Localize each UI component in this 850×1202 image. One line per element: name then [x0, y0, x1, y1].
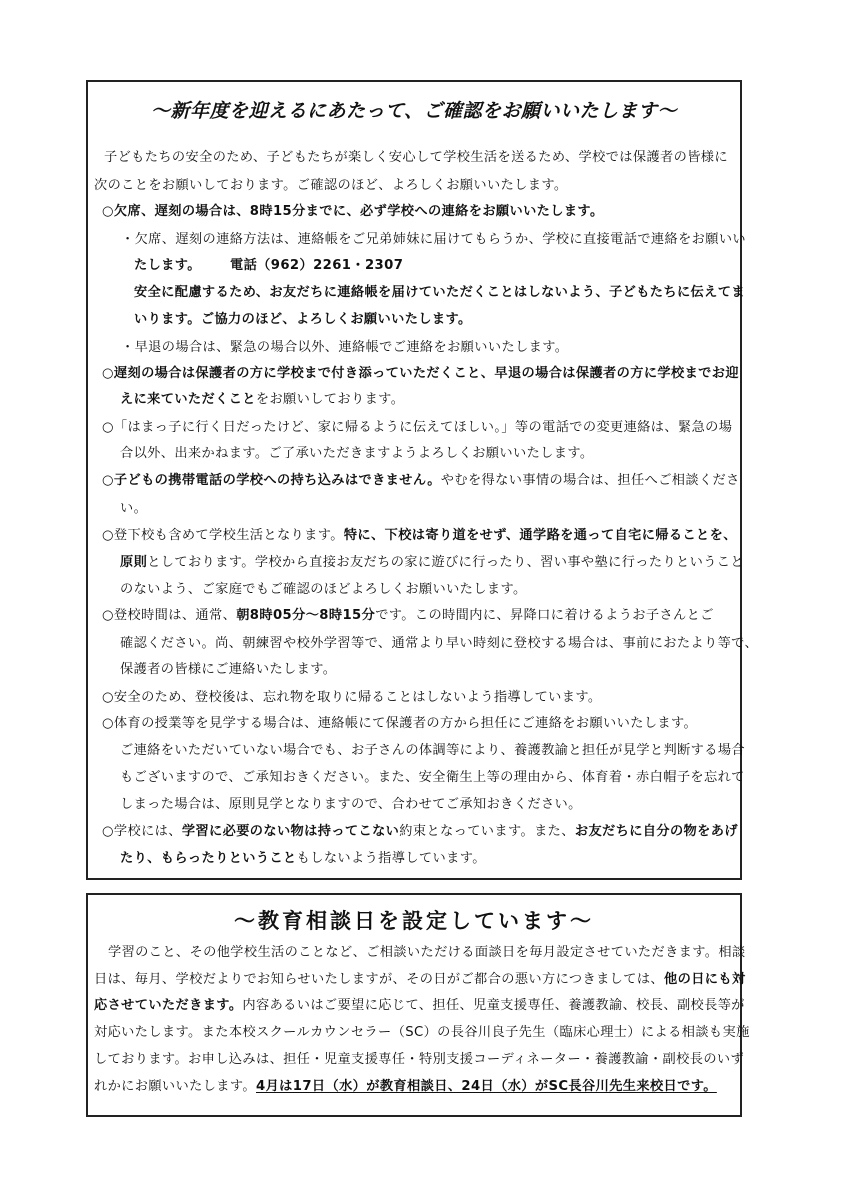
notice-panel: [86, 80, 759, 880]
escort-line-1: ○遅刻の場合は保護者の方に学校まで付き添っていただくこと、早退の場合は保護者の方に学校までお迎: [102, 366, 739, 381]
early-leave-note: ・早退の場合は、緊急の場合以外、連絡帳でご連絡をお願いいたします。: [121, 340, 569, 355]
consult-line-6: れかにお願いいたします。4月は17日（水）が教育相談日、24日（水）がSC長谷川先生来校日です。: [94, 1079, 717, 1094]
belongings-line-2: たり、もらったりということもしないよう指導しています。: [120, 851, 486, 866]
forgotten-items-note: ○安全のため、登校後は、忘れ物を取りに帰ることはしないよう指導しています。: [102, 690, 602, 705]
pe-line-2: ご連絡をいただいていない場合でも、お子さんの体調等により、養護教諭と担任が見学と判断する場合: [120, 743, 746, 758]
consultation-panel: [86, 893, 750, 1117]
mobile-phone-line-2: い。: [120, 501, 148, 516]
consult-line-1: 学習のこと、その他学校生活のことなど、ご相談いただける面談日を毎月設定させていただきます。相談: [108, 945, 746, 960]
safety-note-line-1: 安全に配慮するため、お友だちに連絡帳を届けていただくことはしないよう、子どもたちに伝えてま: [134, 285, 745, 300]
consult-line-4: 対応いたします。また本校スクールカウンセラー（SC）の長谷川良子先生（臨床心理士）による相談も実施: [94, 1025, 750, 1040]
consultation-dates: 4月は17日（水）が教育相談日、24日（水）がSC長谷川先生来校日です。: [256, 1079, 717, 1094]
absence-method-line-1: ・欠席、遅刻の連絡方法は、連絡帳をご兄弟姉妹に届けてもらうか、学校に直接電話で連絡をお願いい: [121, 232, 747, 247]
intro-line-2: 次のことをお願いしております。ご確認のほど、よろしくお願いいたします。: [94, 178, 568, 193]
pe-line-1: ○体育の授業等を見学する場合は、連絡帳にて保護者の方から担任にご連絡をお願いいたします。: [102, 716, 698, 731]
phone-change-line-1: ○「はまっ子に行く日だったけど、家に帰るように伝えてほしい。」等の電話での変更連絡は、緊急の場: [102, 420, 733, 435]
consult-line-2: 日は、毎月、学校だよりでお知らせいたしますが、その日がご都合の悪い方につきましては、他の日にも対: [94, 972, 746, 987]
consult-line-3: 応させていただきます。内容あるいはご要望に応じて、担任、児童支援専任、養護教諭、校長、副校長等が: [94, 998, 745, 1013]
pe-line-4: しまった場合は、原則見学となりますので、合わせてご承知おきください。: [120, 797, 582, 812]
consult-line-5: しております。お申し込みは、担任・児童支援専任・特別支援コーディネーター・養護教諭・副校長のいず: [94, 1052, 745, 1067]
safety-note-line-2: いります。ご協力のほど、よろしくお願いいたします。: [134, 312, 472, 327]
consultation-title: 〜教育相談日を設定しています〜: [234, 909, 594, 933]
absence-heading: ○欠席、遅刻の場合は、8時15分までに、必ず学校への連絡をお願いいたします。: [102, 204, 604, 219]
arrival-line-3: 保護者の皆様にご連絡いたします。: [120, 662, 337, 677]
phone-change-line-2: 合以外、出来かねます。ご了承いただきますようよろしくお願いいたします。: [120, 446, 594, 461]
absence-method-line-2: たします。: [134, 258, 201, 273]
notice-title: 〜新年度を迎えるにあたって、ご確認をお願いいたします〜: [150, 100, 678, 122]
mobile-phone-line-1: ○子どもの携帯電話の学校への持ち込みはできません。やむを得ない事情の場合は、担任へご相談くださ: [102, 473, 740, 488]
arrival-line-1: ○登校時間は、通常、朝8時05分〜8時15分です。この時間内に、昇降口に着けるようお子さんとご: [102, 608, 714, 623]
pe-line-3: もございますので、ご承知おきください。また、安全衛生上等の理由から、体育着・赤白帽子を忘れて: [120, 770, 745, 785]
commute-line-3: のないよう、ご家庭でもご確認のほどよろしくお願いいたします。: [120, 582, 527, 597]
intro-line-1: 子どもたちの安全のため、子どもたちが楽しく安心して学校生活を送るため、学校では保護者の皆様に: [104, 150, 728, 165]
arrival-line-2: 確認ください。尚、朝練習や校外学習等で、通常より早い時刻に登校する場合は、事前におたより等で、: [120, 636, 759, 651]
school-phone-number: 電話（962）2261・2307: [230, 258, 404, 273]
commute-line-2: 原則としております。学校から直接お友だちの家に遊びに行ったり、習い事や塾に行ったりということ: [120, 555, 744, 570]
belongings-line-1: ○学校には、学習に必要のない物は持ってこない約束となっています。また、お友だちに自分の物をあげ: [102, 824, 738, 839]
escort-line-2: えに来ていただくことをお願いしております。: [120, 392, 405, 407]
commute-line-1: ○登下校も含めて学校生活となります。特に、下校は寄り道をせず、通学路を通って自宅に帰ることを、: [102, 528, 737, 543]
